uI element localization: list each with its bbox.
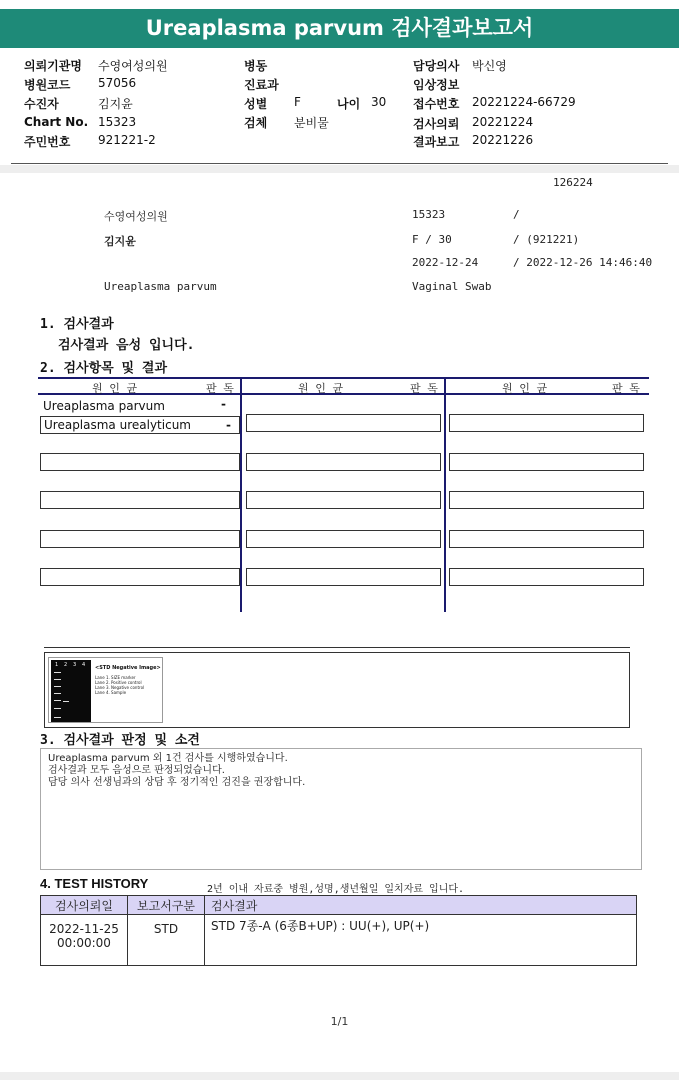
section3-title: 3. 검사결과 판정 및 소견 [40,733,200,748]
header-value: 20221224-66729 [472,95,576,109]
marker-band [54,686,61,687]
result-cell [246,491,441,509]
page-gap [0,165,679,173]
lane-number: 1 [55,662,59,668]
header-field: 수진자 [24,97,59,111]
ward-label: 병동 [244,59,268,73]
section4-title: 4. TEST HISTORY [40,876,149,891]
header-value: 921221-2 [98,133,156,147]
col-header-pathogen: 원 인 균 [92,382,138,395]
comment-line: 담당 의사 선생님과의 상담 후 정기적인 검진을 권장합니다. [48,777,306,788]
report-code: 126224 [553,176,593,189]
pathogen-name: Ureaplasma parvum [43,399,165,413]
gel-image [48,657,163,723]
result-cell [449,568,644,586]
header-field: 의뢰기관명 [24,59,82,73]
gel-title: <STD Negative Image> [95,665,161,671]
header-field: 임상정보 [413,78,460,92]
header-field: 병원코드 [24,78,71,92]
header-field: 담당의사 [413,59,460,73]
marker-band [54,672,61,673]
history-col-date: 검사의뢰일 [41,896,128,915]
result-cell [449,491,644,509]
gel-image-box [44,652,630,728]
header-field: 접수번호 [413,97,460,111]
history-col-type: 보고서구분 [128,896,205,915]
report-title: Ureaplasma parvum 검사결과보고서 [0,9,679,48]
history-time: 00:00:00 [57,936,111,950]
comment-box [40,748,642,870]
header-value: 15323 [98,115,137,129]
result-cell [449,530,644,548]
marker-band [54,700,61,701]
history-note: 2년 이내 자료중 병원,성명,생년월일 일치자료 입니다. [207,884,465,895]
pathogen-result: - [221,397,226,411]
gel-lanes [51,660,91,722]
result-cell [40,416,240,434]
page-number: 1/1 [330,1015,349,1028]
result-cell [246,453,441,471]
patient-name: 김지윤 [104,235,136,248]
result-cell [246,568,441,586]
header-divider [11,163,668,164]
col-header-judgement: 판 독 [612,382,640,395]
age-value: 30 [371,95,387,109]
history-date: 2022-11-25 [49,922,119,936]
column-divider [444,378,446,612]
section2-title: 2. 검사항목 및 결과 [40,361,168,376]
specimen-value: 분비물 [294,116,329,130]
result-cell [246,414,441,432]
col-header-judgement: 판 독 [206,382,234,395]
comment-line: 검사결과 모두 음성으로 판정되었습니다. [48,765,225,776]
result-cell [40,491,240,509]
page-bottom-strip [0,1072,679,1080]
pathogen-name: Ureaplasma urealyticum [44,418,191,432]
result-cell [40,568,240,586]
header-value: 수영여성의원 [98,59,168,73]
birth-date: / (921221) [513,233,580,246]
test-name: Ureaplasma parvum [104,280,217,293]
separator: / [513,208,520,221]
gel-divider [44,647,630,648]
header-value: 57056 [98,76,137,90]
lane-number: 3 [73,662,77,668]
control-band [63,701,69,702]
header-value: 김지윤 [98,97,133,111]
dept-label: 진료과 [244,78,279,92]
marker-band [54,708,61,709]
gel-legend: Lane 3. Negative control [95,685,145,690]
section1-result: 검사결과 음성 입니다. [58,338,195,353]
lane-number: 4 [82,662,86,668]
pathogen-result: - [226,418,231,432]
history-col-result: 검사결과 [205,896,637,915]
table-top-border [38,377,649,379]
gel-legend: Lane 2. Positive control [95,680,142,685]
lane-number: 2 [64,662,68,668]
table-row [41,915,637,966]
header-field: Chart No. [24,115,89,129]
header-field: 결과보고 [413,135,460,149]
reported-datetime: / 2022-12-26 14:46:40 [513,256,653,269]
history-type: STD [128,915,205,966]
marker-band [54,679,61,680]
received-date: 2022-12-24 [412,256,479,269]
col-header-judgement: 판 독 [410,382,438,395]
header-field: 주민번호 [24,135,71,149]
col-header-pathogen: 원 인 균 [298,382,344,395]
col-header-pathogen: 원 인 균 [502,382,548,395]
result-cell [449,414,644,432]
history-date-cell [41,915,128,966]
sex-label: 성별 [244,97,268,111]
header-value: 20221224 [472,115,534,129]
age-label: 나이 [337,97,361,111]
header-value: 20221226 [472,133,534,147]
chart-number: 15323 [412,208,446,221]
clinic-name: 수영여성의원 [104,210,168,223]
history-table [40,895,637,966]
marker-band [54,693,61,694]
specimen-label: 검체 [244,116,268,130]
column-divider [240,378,242,612]
result-cell [40,453,240,471]
gel-legend: Lane 4. Sample [95,690,127,695]
marker-band [54,717,61,718]
history-result: STD 7종-A (6종B+UP) : UU(+), UP(+) [205,915,637,966]
result-cell [246,530,441,548]
gel-legend: Lane 1. SIZE marker [95,675,136,680]
comment-line: Ureaplasma parvum 외 1건 검사를 시행하였습니다. [48,753,288,764]
section1-title: 1. 검사결과 [40,317,114,332]
header-value: 박신영 [472,59,507,73]
result-cell [40,530,240,548]
sex-value: F [294,95,301,109]
sex-age: F / 30 [412,233,452,246]
result-cell [449,453,644,471]
specimen-type: Vaginal Swab [412,280,492,293]
header-field: 검사의뢰 [413,117,460,131]
